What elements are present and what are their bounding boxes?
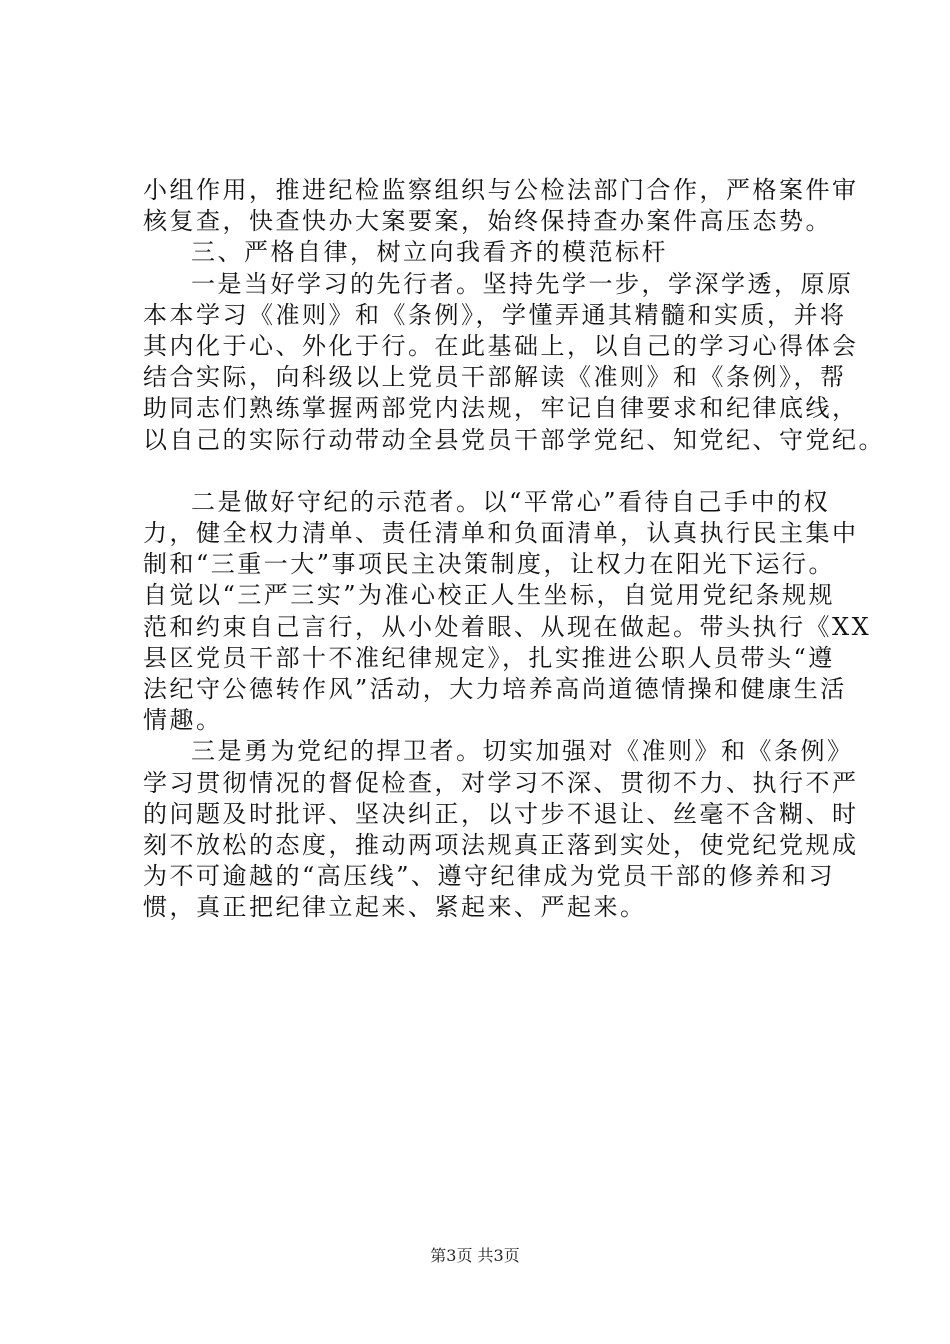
text-line: 其内化于心、外化于行。在此基础上，以自己的学习心得体会	[143, 331, 859, 360]
text-line: 的问题及时批评、坚决纠正，以寸步不退让、丝毫不含糊、时	[143, 799, 859, 828]
text-line: 小组作用，推进纪检监察组织与公检法部门合作，严格案件审	[143, 176, 859, 204]
text-line: 一是当好学习的先行者。坚持先学一步，学深学透，原原	[191, 269, 854, 298]
text-line: 学习贯彻情况的督促检查，对学习不深、贯彻不力、执行不严	[143, 768, 859, 797]
text-line: 法纪守公德转作风”活动，大力培养高尚道德情操和健康生活	[143, 675, 847, 703]
text-line: 情趣。	[143, 706, 223, 735]
text-line: 本本学习《准则》和《条例》，学懂弄通其精髓和实质，并将	[143, 300, 847, 329]
section-heading: 三、严格自律，树立向我看齐的模范标杆	[191, 238, 668, 267]
text-line: 助同志们熟练掌握两部党内法规，牢记自律要求和纪律底线，	[143, 394, 859, 423]
document-body	[143, 175, 885, 924]
text-line: 为不可逾越的“高压线”、遵守纪律成为党员干部的修养和习	[143, 862, 836, 891]
text-line: 结合实际，向科级以上党员干部解读《准则》和《条例》，帮	[143, 363, 847, 392]
text-line: 三是勇为党纪的捍卫者。切实加强对《准则》和《条例》	[191, 737, 854, 766]
text-line: 力，健全权力清单、责任清单和负面清单，认真执行民主集中	[143, 519, 859, 548]
page-number-footer: 第3页 共3页	[430, 1246, 520, 1265]
text-line: 范和约束自己言行，从小处着眼、从现在做起。带头执行《XX	[143, 612, 872, 641]
text-line: 以自己的实际行动带动全县党员干部学党纪、知党纪、守党纪。	[143, 425, 885, 454]
text-line: 核复查，快查快办大案要案，始终保持查办案件高压态势。	[143, 207, 832, 236]
text-line: 惯，真正把纪律立起来、紧起来、严起来。	[143, 893, 647, 922]
text-line: 二是做好守纪的示范者。以“平常心”看待自己手中的权	[191, 487, 831, 516]
paragraph-gap	[143, 456, 843, 487]
text-line: 自觉以“三严三实”为准心校正人生坐标，自觉用党纪条规规	[143, 581, 836, 610]
text-line: 县区党员干部十不准纪律规定》，扎实推进公职人员带头“遵	[143, 643, 835, 672]
text-line: 刻不放松的态度，推动两项法规真正落到实处，使党纪党规成	[143, 830, 859, 859]
text-line: 制和“三重一大”事项民主决策制度，让权力在阳光下运行。	[143, 550, 836, 579]
